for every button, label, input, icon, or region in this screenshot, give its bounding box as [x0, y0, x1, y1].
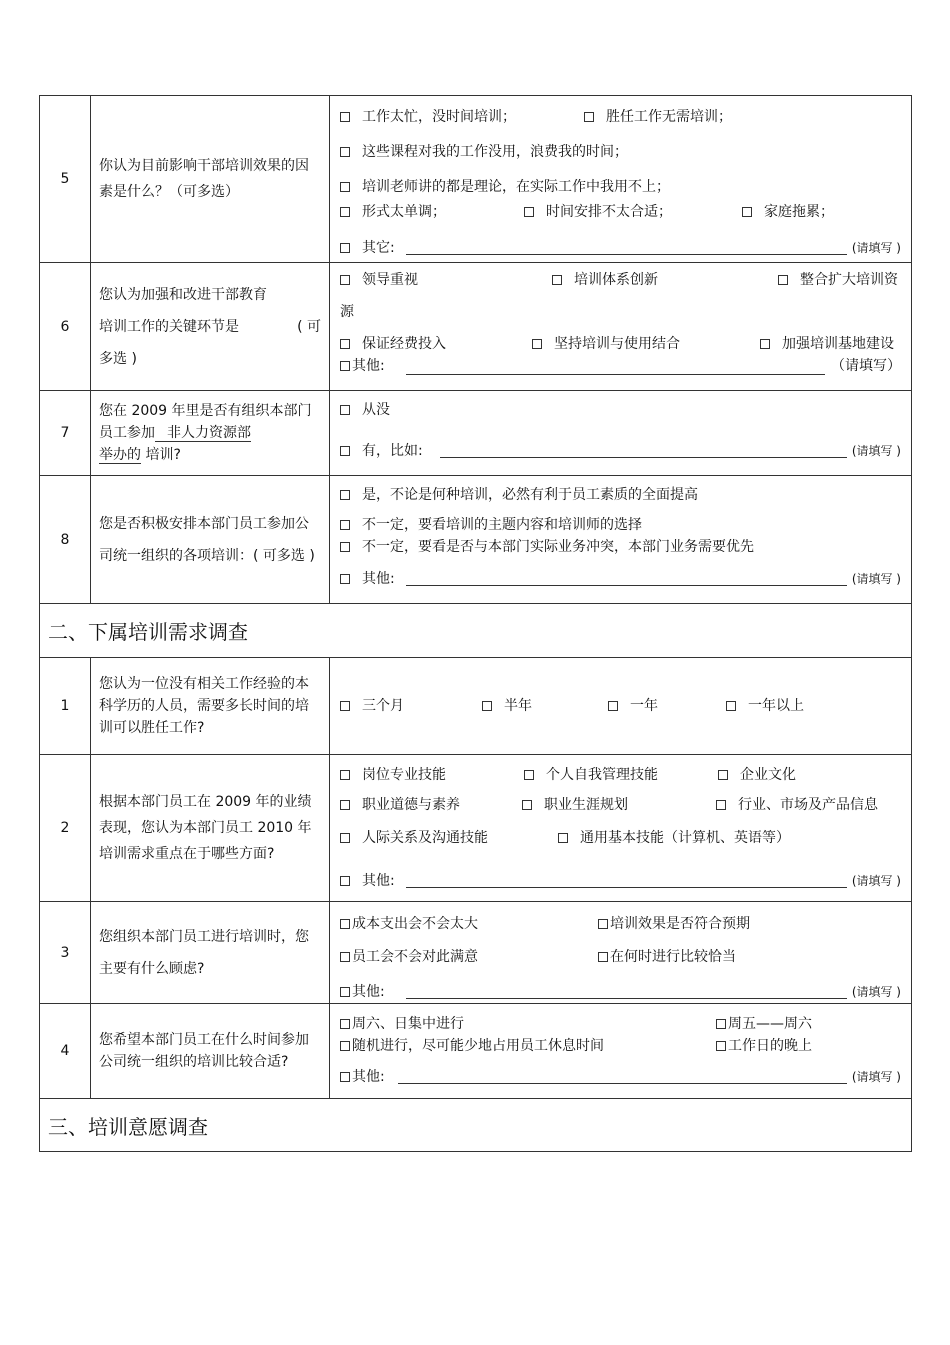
option[interactable]: 不一定，要看是否与本部门实际业务冲突，本部门业务需要优先 — [340, 536, 754, 558]
question-text: 你认为目前影响干部培训效果的因素是什么？（可多选） — [91, 96, 330, 263]
checkbox-icon — [340, 490, 350, 500]
option[interactable]: 员工会不会对此满意 — [340, 946, 478, 968]
checkbox-icon — [716, 1019, 726, 1029]
checkbox-icon — [340, 446, 350, 456]
fill-hint: (请填写 ) — [851, 444, 901, 458]
checkbox-icon — [760, 339, 770, 349]
option[interactable]: 岗位专业技能 — [340, 764, 446, 786]
fill-hint: (请填写 ) — [851, 241, 901, 255]
fill-in-line[interactable] — [406, 998, 847, 999]
question-text: 您组织本部门员工进行培训时，您主要有什么顾虑? — [91, 902, 330, 1004]
checkbox-icon — [340, 876, 350, 886]
option[interactable]: 领导重视 — [340, 269, 418, 291]
option[interactable]: 职业道德与素养 — [340, 794, 460, 816]
option[interactable]: 成本支出会不会太大 — [340, 913, 478, 935]
checkbox-icon — [598, 919, 608, 929]
checkbox-icon — [598, 952, 608, 962]
survey-table — [39, 95, 912, 1152]
option[interactable]: 人际关系及沟通技能 — [340, 827, 488, 849]
option[interactable]: 企业文化 — [718, 764, 796, 786]
question-number: 1 — [40, 658, 91, 755]
option[interactable]: 培训效果是否符合预期 — [598, 913, 750, 935]
checkbox-icon — [482, 701, 492, 711]
option[interactable]: 形式太单调； — [340, 201, 446, 223]
option[interactable]: 家庭拖累； — [742, 201, 834, 223]
fill-hint: (请填写 ) — [851, 985, 901, 999]
table-row — [40, 263, 912, 391]
question-text: 您希望本部门员工在什么时间参加公司统一组织的培训比较合适? — [91, 1004, 330, 1099]
option[interactable]: 保证经费投入 — [340, 333, 446, 355]
table-row — [40, 391, 912, 476]
checkbox-icon — [340, 112, 350, 122]
checkbox-icon — [742, 207, 752, 217]
checkbox-icon — [340, 339, 350, 349]
option[interactable]: 时间安排不太合适； — [524, 201, 672, 223]
checkbox-icon — [340, 987, 350, 997]
options-cell — [330, 755, 912, 902]
option[interactable]: 从没 — [340, 399, 390, 421]
section-title: 三、培训意愿调查 — [40, 1099, 912, 1152]
option[interactable]: 随机进行，尽可能少地占用员工休息时间 — [340, 1035, 604, 1057]
checkbox-icon — [340, 574, 350, 584]
option[interactable]: 半年 — [482, 695, 532, 717]
fill-in-line[interactable] — [440, 457, 847, 458]
option[interactable]: 这些课程对我的工作没用，浪费我的时间； — [340, 141, 628, 163]
checkbox-icon — [340, 833, 350, 843]
options-cell — [330, 902, 912, 1004]
checkbox-icon — [340, 701, 350, 711]
checkbox-icon — [524, 207, 534, 217]
section-title: 二、下属培训需求调查 — [40, 604, 912, 658]
option[interactable]: 培训体系创新 — [552, 269, 658, 291]
checkbox-icon — [340, 770, 350, 780]
option[interactable]: 个人自我管理技能 — [524, 764, 658, 786]
question-number: 5 — [40, 96, 91, 263]
table-row — [40, 755, 912, 902]
option[interactable]: 是，不论是何种培训，必然有利于员工素质的全面提高 — [340, 484, 698, 506]
options-cell — [330, 476, 912, 604]
fill-hint: (请填写 ) — [851, 874, 901, 888]
checkbox-icon — [608, 701, 618, 711]
option[interactable]: 加强培训基地建设 — [760, 333, 894, 355]
option[interactable]: 不一定，要看培训的主题内容和培训师的选择 — [340, 514, 642, 536]
checkbox-icon — [340, 1072, 350, 1082]
checkbox-icon — [524, 770, 534, 780]
table-row — [40, 96, 912, 263]
section-row — [40, 1099, 912, 1152]
checkbox-icon — [778, 275, 788, 285]
question-number: 7 — [40, 391, 91, 476]
fill-hint: (请填写 ) — [851, 572, 901, 586]
checkbox-icon — [726, 701, 736, 711]
checkbox-icon — [552, 275, 562, 285]
option[interactable]: 有，比如: — [340, 440, 423, 462]
checkbox-icon — [340, 361, 350, 371]
option[interactable]: 行业、市场及产品信息 — [716, 794, 878, 816]
checkbox-icon — [340, 243, 350, 253]
option[interactable]: 胜任工作无需培训； — [584, 106, 732, 128]
checkbox-icon — [716, 800, 726, 810]
other-option[interactable]: 其他: — [340, 981, 385, 1003]
option[interactable]: 通用基本技能（计算机、英语等） — [558, 827, 790, 849]
table-row — [40, 1004, 912, 1099]
question-number: 3 — [40, 902, 91, 1004]
checkbox-icon — [340, 405, 350, 415]
question-number: 2 — [40, 755, 91, 902]
checkbox-icon — [340, 207, 350, 217]
table-row — [40, 476, 912, 604]
checkbox-icon — [584, 112, 594, 122]
checkbox-icon — [340, 919, 350, 929]
checkbox-icon — [340, 1041, 350, 1051]
other-option[interactable]: 其他: — [340, 870, 395, 892]
checkbox-icon — [340, 542, 350, 552]
fill-in-line[interactable] — [398, 1083, 847, 1084]
option[interactable]: 一年以上 — [726, 695, 804, 717]
option[interactable]: 工作太忙，没时间培训； — [340, 106, 516, 128]
survey-sheet — [39, 95, 912, 1152]
other-option[interactable]: 其他: — [340, 568, 395, 590]
option[interactable]: 整合扩大培训资 — [778, 269, 898, 291]
options-cell — [330, 391, 912, 476]
other-option[interactable]: 其他: — [340, 355, 385, 377]
checkbox-icon — [340, 275, 350, 285]
option[interactable]: 培训老师讲的都是理论，在实际工作中我用不上； — [340, 176, 670, 198]
fill-hint: (请填写 ) — [851, 1070, 901, 1084]
options-cell — [330, 1004, 912, 1099]
options-cell — [330, 96, 912, 263]
table-row — [40, 658, 912, 755]
checkbox-icon — [522, 800, 532, 810]
checkbox-icon — [558, 833, 568, 843]
option[interactable]: 工作日的晚上 — [716, 1035, 812, 1057]
checkbox-icon — [716, 1041, 726, 1051]
question-text: 您是否积极安排本部门员工参加公司统一组织的各项培训：( 可多选 ) — [91, 476, 330, 604]
checkbox-icon — [340, 800, 350, 810]
option[interactable]: 三个月 — [340, 695, 404, 717]
option[interactable]: 职业生涯规划 — [522, 794, 628, 816]
options-cell: 领导重视 培训体系创新 整合扩大培训资 源 保证经费投入 坚持培训与使用结合 加强培训基地建设 其他: （请填写） — [330, 263, 912, 391]
fill-in-line[interactable] — [406, 254, 847, 255]
section-row — [40, 604, 912, 658]
option[interactable]: 周六、日集中进行 — [340, 1013, 464, 1035]
other-option[interactable]: 其他: — [340, 1066, 385, 1088]
checkbox-icon — [718, 770, 728, 780]
option[interactable]: 坚持培训与使用结合 — [532, 333, 680, 355]
question-text: 根据本部门员工在 2009 年的业绩表现，您认为本部门员工 2010 年培训需求重点在于哪些方面? — [91, 755, 330, 902]
question-number: 8 — [40, 476, 91, 604]
other-option[interactable]: 其它: — [340, 237, 395, 259]
fill-hint: （请填写） — [831, 358, 901, 374]
question-text: 您认为加强和改进干部教育 培训工作的关键环节是 ( 可 多选 ) — [91, 263, 330, 391]
question-text: 您认为一位没有相关工作经验的本科学历的人员，需要多长时间的培训可以胜任工作? — [91, 658, 330, 755]
checkbox-icon — [340, 182, 350, 192]
option[interactable]: 周五——周六 — [716, 1013, 812, 1035]
question-number: 6 — [40, 263, 91, 391]
question-text: 您在 2009 年里是否有组织本部门员工参加 非人力资源部 举办的 培训? — [91, 391, 330, 476]
checkbox-icon — [340, 952, 350, 962]
checkbox-icon — [340, 147, 350, 157]
checkbox-icon — [532, 339, 542, 349]
fill-in-line[interactable] — [406, 887, 847, 888]
options-cell — [330, 658, 912, 755]
checkbox-icon — [340, 520, 350, 530]
table-row — [40, 902, 912, 1004]
fill-in-line[interactable] — [406, 585, 847, 586]
question-number: 4 — [40, 1004, 91, 1099]
fill-in-line[interactable] — [406, 374, 825, 375]
option[interactable]: 在何时进行比较恰当 — [598, 946, 736, 968]
option[interactable]: 一年 — [608, 695, 658, 717]
checkbox-icon — [340, 1019, 350, 1029]
